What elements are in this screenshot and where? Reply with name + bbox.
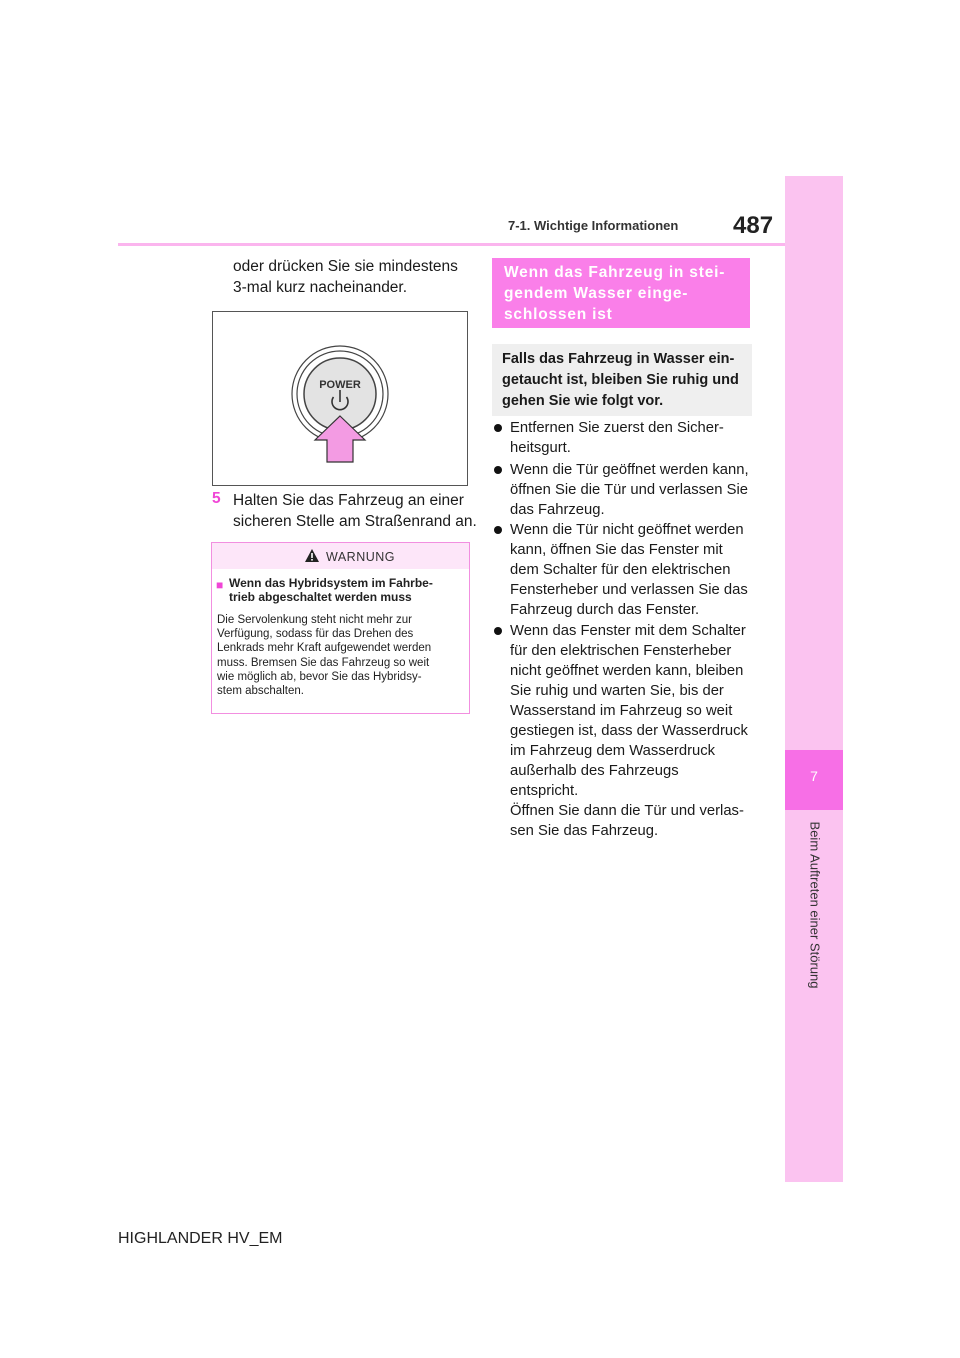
power-button-label: POWER: [319, 379, 361, 391]
warning-title: WARNUNG: [326, 550, 396, 564]
bullet-icon: [494, 627, 502, 635]
chapter-side-tab: [785, 176, 843, 1182]
bullet-icon: [494, 424, 502, 432]
chapter-number: 7: [810, 768, 818, 784]
list-item: Wenn die Tür geöffnet werden kann, öffnen Sie die Tür und verlassen Sie das Fahrzeug.: [510, 462, 749, 518]
intro-text-line-1: oder drücken Sie sie mindestens: [233, 258, 458, 275]
list-item: Wenn die Tür nicht geöffnet werden kann, öffnen Sie das Fenster mit dem Schalter für den elektrischen Fensterheber und verlassen Sie das Fahrzeug durch das Fenster.: [510, 522, 748, 618]
step-5-text-line-1: Halten Sie das Fahrzeug an einer: [233, 492, 464, 509]
header-rule: [118, 243, 785, 246]
step-number: 5: [212, 490, 221, 507]
warning-box: [211, 542, 470, 714]
step-5-text-line-2: sicheren Stelle am Straßenrand an.: [233, 513, 477, 530]
section-title: 7-1. Wichtige Informationen: [508, 218, 679, 233]
section-heading-box: [492, 258, 750, 328]
list-item: Wenn das Fenster mit dem Schalter für den elektrischen Fensterheber nicht geöffnet werden kann, bleiben Sie ruhig und warten Sie, bis der Wasserstand im Fahrzeug so weit gestiegen ist, dass der Wasserdruck im Fahrzeug dem Wasserdruck außerhalb des Fahrzeugs entspricht. Öffnen Sie dann die Tür und verlas- sen Sie das Fahrzeug.: [510, 623, 748, 839]
warning-triangle-icon: [304, 548, 320, 563]
power-button-figure: [212, 311, 468, 486]
list-item: Entfernen Sie zuerst den Sicher- heitsgurt.: [510, 420, 724, 456]
section-heading: Wenn das Fahrzeug in stei- gendem Wasser einge- schlossen ist: [504, 264, 726, 323]
warning-body: Die Servolenkung steht nicht mehr zur Verfügung, sodass für das Drehen des Lenkrads mehr Kraft aufgewendet werden muss. Bremsen Sie das Fahrzeug so weit wie möglich ab, bevor Sie das Hybridsy- stem abschalten.: [217, 614, 432, 698]
lead-text: Falls das Fahrzeug in Wasser ein- getaucht ist, bleiben Sie ruhig und gehen Sie wie folgt vor.: [502, 351, 739, 409]
bullet-icon: [494, 466, 502, 474]
chapter-title: Beim Auftreten einer Störung: [807, 821, 823, 989]
intro-text-line-2: 3-mal kurz nacheinander.: [233, 279, 408, 296]
warning-heading: Wenn das Hybridsystem im Fahrbe- trieb abgeschaltet werden muss: [229, 576, 433, 604]
model-code: HIGHLANDER HV_EM: [118, 1230, 283, 1247]
square-bullet-icon: ■: [216, 578, 224, 592]
lead-box: [492, 344, 752, 416]
bullet-icon: [494, 526, 502, 534]
page-number: 487: [733, 212, 774, 239]
power-button-illustration: [213, 312, 467, 485]
